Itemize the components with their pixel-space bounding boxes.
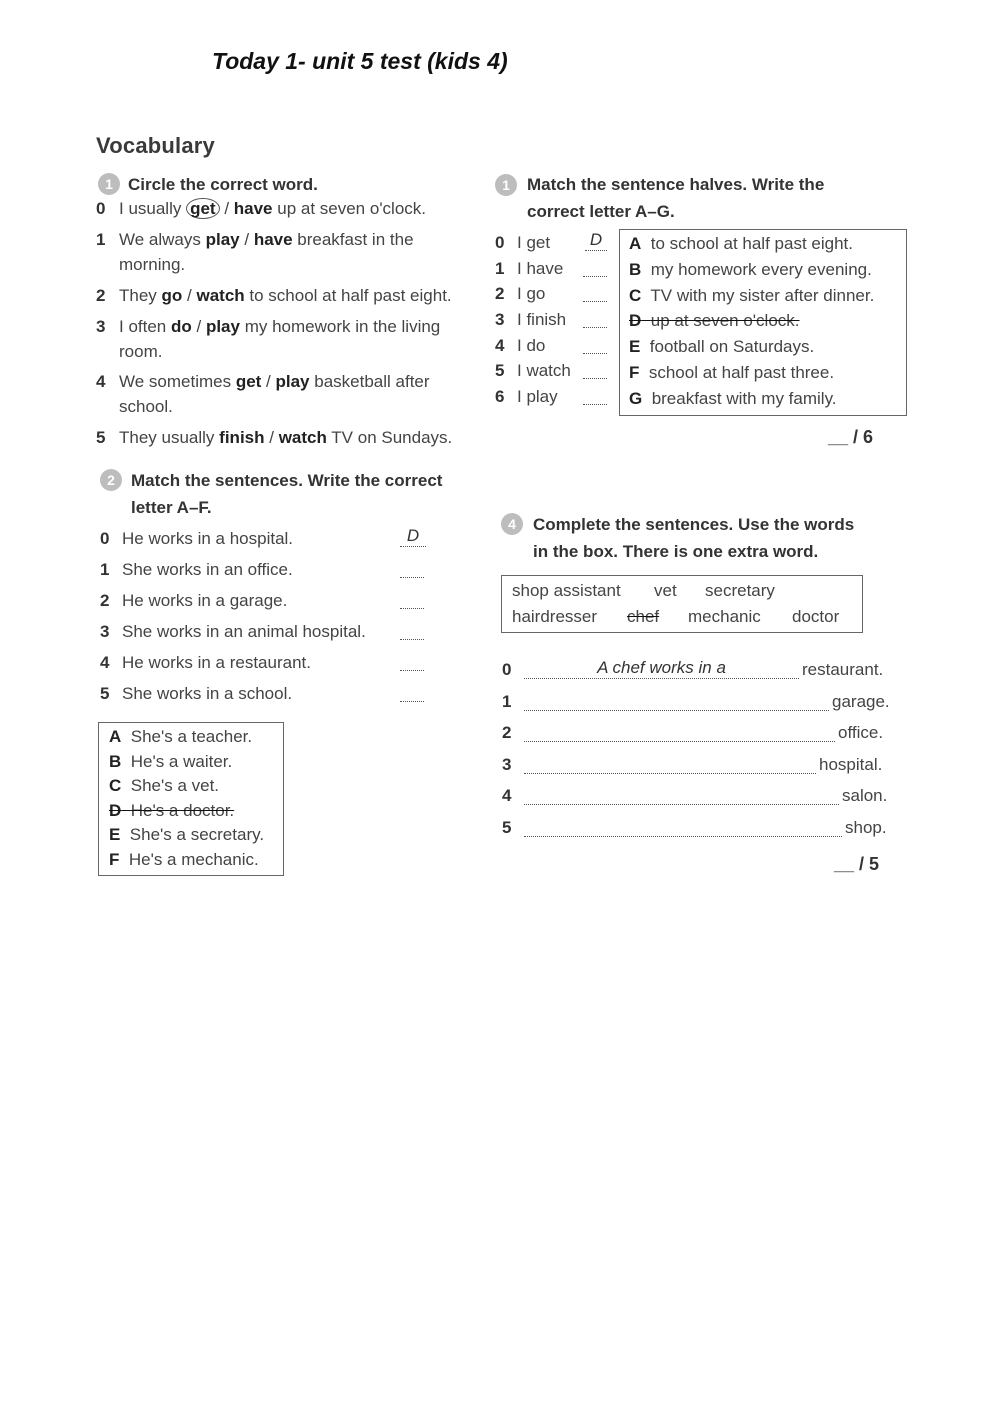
answer-blank[interactable]: D [400,526,426,547]
exercise-4-list [501,657,891,846]
list-item: 2 He works in a garage. [100,588,440,619]
option-item-used: D He's a doctor. [109,800,235,820]
exercise-4-score: __ / 5 [834,854,880,874]
answer-blank[interactable] [400,588,424,609]
list-item: 4 He works in a restaurant. [100,650,440,681]
answer-blank[interactable] [524,752,816,774]
exercise-3-options-box [619,229,907,416]
option-item: G breakfast with my family. [629,388,837,408]
option-word[interactable]: play [205,230,240,249]
option-word[interactable]: have [233,199,273,218]
option-item: A to school at half past eight. [629,234,853,253]
list-item: 2 I go [495,281,615,307]
list-item: 5 shop. [501,815,891,847]
exercise-3-instruction-line-2: correct letter A–G. [527,202,675,221]
exercise-3-list [495,230,615,410]
list-item: 5 I watch [495,358,615,384]
list-item: 3 I finish [495,307,615,333]
exercise-number-badge: 1 [495,174,517,196]
exercise-1 [96,171,496,198]
answer-blank[interactable] [524,815,842,837]
exercise-number-badge: 2 [100,469,122,491]
option-item: E She's a secretary. [109,825,265,844]
list-item: 2 office. [501,720,891,752]
word-item: mechanic [688,607,761,626]
list-item: 6 I play [495,384,615,410]
option-item: E football on Saturdays. [629,337,815,357]
option-item: B my homework every evening. [629,259,872,279]
option-item: A She's a teacher. [109,727,253,746]
answer-blank[interactable] [524,689,829,711]
list-item: 3 She works in an animal hospital. [100,619,440,650]
exercise-2-list [100,526,440,712]
answer-blank[interactable] [583,281,607,302]
exercise-3-instruction-line-1: Match the sentence halves. Write the [527,175,825,194]
answer-blank[interactable] [583,384,607,405]
word-item: hairdresser [512,607,598,626]
list-item: 4 I do [495,333,615,359]
answer-blank[interactable] [400,650,424,671]
exercise-1-list [96,196,491,456]
answer-blank[interactable]: A chef works in a [524,657,799,679]
exercise-2-options-box [98,722,284,876]
option-word[interactable]: get [235,372,262,391]
exercise-2 [100,467,500,521]
exercise-number-badge: 1 [98,173,120,195]
option-item: C She's a vet. [109,776,220,795]
circled-word[interactable]: get [186,198,220,219]
word-item: vet [654,581,677,600]
option-word[interactable]: go [161,286,183,305]
word-item-used: chef [627,607,660,626]
option-word[interactable]: play [275,372,310,391]
list-item: 0 A chef works in a restaurant. [502,658,884,679]
option-item-used: D up at seven o'clock. [629,311,800,331]
list-item: 1 She works in an office. [100,557,440,588]
list-item: 1 We always play / have breakfast in the morning. [96,230,414,274]
page-title: Today 1- unit 5 test (kids 4) [212,48,508,74]
exercise-2-instruction-line-2: letter A–F. [131,498,212,517]
exercise-3-score: __ / 6 [828,427,874,447]
answer-blank[interactable] [524,720,835,742]
option-item: C TV with my sister after dinner. [629,285,875,305]
word-box [501,575,863,633]
list-item: 0 He works in a hospital. D [100,526,440,557]
exercise-4-instruction-line-1: Complete the sentences. Use the words [533,515,855,534]
option-word[interactable]: watch [278,428,327,447]
exercise-2-instruction-line-1: Match the sentences. Write the correct [131,471,443,490]
option-word[interactable]: play [205,317,240,336]
list-item: 4 We sometimes get / play basketball after school. [96,372,430,416]
exercise-4-instruction-line-2: in the box. There is one extra word. [533,542,819,561]
list-item: 2 They go / watch to school at half past eight. [96,286,452,305]
word-item: shop assistant [512,581,621,600]
list-item: 5 They usually finish / watch TV on Sundays. [96,428,453,447]
option-item: F He's a mechanic. [109,849,259,869]
exercise-1-instruction: Circle the correct word. [128,175,318,194]
answer-blank[interactable] [524,783,839,805]
list-item: 0 I get D [495,230,615,256]
answer-blank[interactable] [583,333,607,354]
option-word[interactable]: have [253,230,293,249]
option-word[interactable]: finish [219,428,265,447]
answer-blank[interactable] [400,681,424,702]
word-item: secretary [705,581,775,600]
list-item: 0 I usually get / have up at seven o'clock. [96,199,427,218]
option-word[interactable]: watch [196,286,245,305]
answer-blank[interactable] [400,557,424,578]
answer-blank[interactable] [583,256,607,277]
exercise-3 [495,171,915,225]
answer-blank[interactable]: D [585,230,607,251]
list-item: 3 I often do / play my homework in the living room. [96,317,441,361]
answer-blank[interactable] [583,358,607,379]
answer-blank[interactable] [583,307,607,328]
list-item: 1 I have [495,256,615,282]
option-word[interactable]: do [170,317,192,336]
option-item: F school at half past three. [629,362,835,382]
list-item: 1 garage. [501,689,891,721]
list-item: 5 She works in a school. [100,681,440,712]
option-item: B He's a waiter. [109,751,233,771]
list-item: 4 salon. [501,783,891,815]
answer-blank[interactable] [400,619,424,640]
vocabulary-heading: Vocabulary [96,133,215,158]
exercise-4 [501,511,921,565]
list-item: 3 hospital. [501,752,891,784]
exercise-number-badge: 4 [501,513,523,535]
word-item: doctor [792,607,840,626]
